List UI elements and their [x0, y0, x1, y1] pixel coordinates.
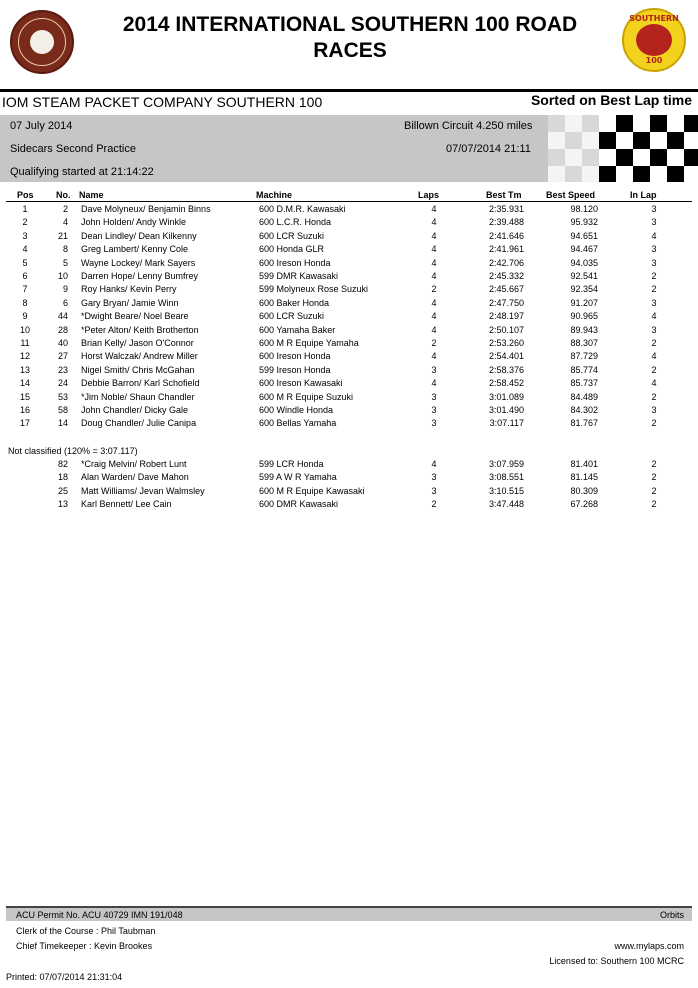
cell-pos: 9 [22, 311, 28, 322]
event-name: IOM STEAM PACKET COMPANY SOUTHERN 100 [2, 94, 323, 110]
cell-pos: 2 [22, 217, 28, 228]
cell-name: *Jim Noble/ Shaun Chandler [81, 391, 195, 402]
cell-best-speed: 84.302 [570, 405, 598, 415]
cell-best-speed: 95.932 [570, 217, 598, 228]
cell-laps: 4 [431, 271, 437, 281]
cell-machine: 600 Yamaha Baker [259, 324, 336, 335]
checker-square [667, 149, 684, 166]
checker-square [548, 132, 565, 149]
cell-machine: 600 Ireson Kawasaki [259, 378, 343, 389]
cell-machine: 600 Ireson Honda [259, 257, 331, 268]
cell-name: John Holden/ Andy Winkle [81, 217, 187, 228]
session-date: 07 July 2014 [10, 120, 73, 132]
checker-square [616, 166, 633, 182]
checker-square [582, 115, 599, 132]
cell-best-tm: 2:58.376 [488, 364, 524, 375]
cell-in-lap: 3 [651, 405, 657, 415]
cell-name: Dean Lindley/ Dean Kilkenny [81, 230, 197, 241]
cell-laps: 2 [431, 284, 437, 295]
cell-best-tm: 2:35.931 [488, 204, 524, 214]
cell-pos: 6 [22, 271, 28, 281]
checker-square [548, 149, 565, 166]
table-row [0, 325, 698, 338]
three-legs-emblem-icon [636, 24, 672, 56]
table-row [0, 418, 698, 431]
cell-pos: 12 [19, 351, 30, 362]
cell-no: 10 [57, 271, 68, 281]
cell-laps: 4 [431, 297, 437, 308]
cell-in-lap: 2 [651, 364, 657, 375]
cell-best-speed: 91.207 [570, 297, 598, 308]
cell-laps: 4 [431, 459, 437, 469]
cell-pos: 14 [19, 378, 30, 389]
cell-laps: 4 [431, 378, 437, 389]
cell-best-tm: 3:07.117 [489, 418, 524, 429]
cell-best-speed: 81.401 [570, 459, 598, 469]
cell-machine: 600 DMR Kawasaki [259, 499, 339, 510]
southern-100-logo [622, 8, 686, 72]
checker-square [684, 132, 698, 149]
cell-machine: 600 Ireson Honda [259, 351, 331, 362]
cell-name: Nigel Smith/ Chris McGahan [81, 364, 195, 375]
table-row [0, 231, 698, 244]
cell-no: 58 [57, 405, 68, 415]
cell-no: 40 [57, 338, 68, 348]
cell-in-lap: 4 [651, 378, 657, 389]
checker-square [599, 115, 616, 132]
cell-laps: 3 [431, 485, 437, 496]
cell-best-speed: 94.035 [570, 257, 598, 268]
cell-no: 4 [62, 217, 68, 228]
cell-laps: 4 [431, 244, 437, 255]
checker-square [582, 132, 599, 149]
cell-in-lap: 3 [651, 297, 657, 308]
cell-best-tm: 3:10.515 [488, 485, 524, 496]
checker-square [548, 115, 565, 132]
checker-square [582, 166, 599, 182]
cell-pos: 1 [22, 204, 28, 214]
cell-laps: 3 [431, 364, 437, 375]
cell-name: *Dwight Beare/ Noel Beare [81, 311, 189, 322]
cell-best-tm: 2:48.197 [488, 311, 524, 322]
page-title: 2014 INTERNATIONAL SOUTHERN 100 ROAD RACES [122, 13, 578, 62]
cell-pos: 5 [22, 257, 28, 268]
cell-no: 13 [57, 499, 68, 510]
cell-no: 44 [57, 311, 68, 322]
cell-best-tm: 2:50.107 [488, 324, 524, 335]
cell-best-tm: 3:07.959 [488, 459, 524, 469]
cell-best-speed: 94.651 [570, 230, 598, 241]
cell-name: Gary Bryan/ Jamie Winn [81, 297, 179, 308]
logo-right-top-text: SOUTHERN [629, 14, 679, 23]
table-row [0, 472, 698, 485]
col-header-best-tm: Best Tm [486, 190, 522, 200]
table-row [0, 378, 698, 391]
cell-machine: 599 Molyneux Rose Suzuki [259, 284, 369, 295]
col-header-laps: Laps [418, 190, 440, 200]
cell-laps: 2 [431, 499, 437, 510]
cell-best-speed: 84.489 [570, 391, 598, 402]
cell-best-tm: 2:54.401 [488, 351, 524, 362]
checker-square [667, 115, 684, 132]
cell-machine: 600 M R Equipe Kawasaki [259, 485, 365, 496]
cell-laps: 4 [431, 324, 437, 335]
table-row [0, 217, 698, 230]
cell-best-speed: 90.965 [570, 311, 598, 322]
cell-machine: 600 Honda GLR [259, 244, 325, 255]
cell-best-tm: 3:47.448 [488, 499, 524, 510]
checker-square [565, 149, 582, 166]
cell-laps: 4 [431, 230, 437, 241]
checker-square [684, 115, 698, 132]
cell-machine: 600 M R Equipe Suzuki [259, 391, 354, 402]
checker-square [599, 166, 616, 182]
table-row [0, 351, 698, 364]
cell-machine: 600 L.C.R. Honda [259, 217, 332, 228]
cell-machine: 599 Ireson Honda [259, 364, 331, 375]
col-header-pos: Pos [17, 190, 34, 200]
checker-square [565, 132, 582, 149]
cell-in-lap: 2 [651, 284, 657, 295]
cell-in-lap: 4 [651, 230, 657, 241]
cell-no: 25 [57, 485, 68, 496]
col-header-no: No. [56, 190, 71, 200]
website-link[interactable]: www.mylaps.com [614, 941, 684, 951]
cell-laps: 3 [431, 472, 437, 483]
cell-laps: 4 [431, 311, 437, 322]
col-header-best-speed: Best Speed [546, 190, 596, 200]
checker-square [616, 132, 633, 149]
col-header-name: Name [79, 190, 104, 200]
checker-square [616, 149, 633, 166]
cell-name: Brian Kelly/ Jason O'Connor [81, 338, 194, 348]
cell-machine: 600 D.M.R. Kawasaki [259, 204, 346, 214]
cell-in-lap: 2 [651, 391, 657, 402]
cell-machine: 600 Windle Honda [259, 405, 334, 415]
table-row [0, 244, 698, 257]
cell-best-speed: 89.943 [570, 324, 598, 335]
cell-machine: 600 M R Equipe Yamaha [259, 338, 359, 348]
checker-square [599, 149, 616, 166]
checkered-flag-icon [548, 115, 698, 182]
cell-in-lap: 3 [651, 204, 657, 214]
cell-no: 5 [62, 257, 68, 268]
logo-right-bottom-text: 100 [645, 56, 663, 65]
cell-machine: 599 A W R Yamaha [259, 472, 337, 483]
cell-pos: 3 [22, 230, 28, 241]
checker-square [684, 149, 698, 166]
checker-square [650, 149, 667, 166]
cell-best-tm: 2:53.260 [488, 338, 524, 348]
cell-in-lap: 2 [651, 418, 657, 429]
cell-pos: 13 [19, 364, 30, 375]
cell-in-lap: 3 [651, 257, 657, 268]
not-classified-label: Not classified (120% = 3:07.117) [8, 446, 138, 456]
cell-name: John Chandler/ Dicky Gale [81, 405, 189, 415]
cell-laps: 4 [431, 351, 437, 362]
cell-no: 2 [62, 204, 68, 214]
session-name: Sidecars Second Practice [10, 143, 136, 155]
cell-best-tm: 2:39.488 [488, 217, 524, 228]
cell-no: 14 [57, 418, 68, 429]
table-row [0, 486, 698, 499]
table-row [0, 258, 698, 271]
cell-no: 27 [57, 351, 68, 362]
table-row [0, 338, 698, 351]
checker-square [582, 149, 599, 166]
cell-in-lap: 3 [651, 217, 657, 228]
three-legs-emblem-icon [30, 30, 54, 54]
cell-best-tm: 3:01.490 [488, 405, 524, 415]
table-row [0, 459, 698, 472]
cell-laps: 4 [431, 217, 437, 228]
cell-best-speed: 67.268 [570, 499, 598, 510]
cell-laps: 4 [431, 257, 437, 268]
cell-no: 23 [57, 364, 68, 375]
cell-in-lap: 3 [651, 324, 657, 335]
cell-name: Alan Warden/ Dave Mahon [81, 472, 189, 483]
cell-no: 21 [57, 230, 68, 241]
cell-laps: 3 [431, 418, 437, 429]
cell-no: 28 [57, 324, 68, 335]
table-row [0, 204, 698, 217]
table-row [0, 298, 698, 311]
table-header-rule [6, 201, 692, 202]
printed-timestamp: Printed: 07/07/2014 21:31:04 [6, 972, 123, 982]
cell-best-speed: 92.541 [570, 271, 598, 281]
checker-square [633, 132, 650, 149]
cell-best-tm: 2:58.452 [488, 378, 524, 389]
cell-in-lap: 2 [651, 499, 657, 510]
cell-best-tm: 3:08.551 [488, 472, 524, 483]
table-row [0, 271, 698, 284]
checker-square [650, 166, 667, 182]
table-row [0, 311, 698, 324]
cell-best-tm: 2:45.332 [488, 271, 524, 281]
checker-square [616, 115, 633, 132]
cell-best-speed: 88.307 [570, 338, 598, 348]
cell-no: 8 [62, 244, 68, 255]
cell-name: Horst Walczak/ Andrew Miller [81, 351, 198, 362]
cell-pos: 10 [19, 324, 30, 335]
clerk-of-course: Clerk of the Course : Phil Taubman [16, 926, 156, 936]
cell-best-speed: 80.309 [570, 485, 598, 496]
sort-label: Sorted on Best Lap time [530, 92, 692, 108]
cell-machine: 600 Baker Honda [259, 297, 330, 308]
cell-name: Debbie Barron/ Karl Schofield [81, 378, 200, 389]
cell-in-lap: 2 [651, 459, 657, 469]
cell-machine: 600 Bellas Yamaha [259, 418, 337, 429]
col-header-in-lap: In Lap [630, 190, 657, 200]
cell-pos: 8 [22, 297, 28, 308]
chief-timekeeper: Chief Timekeeper : Kevin Brookes [16, 941, 153, 951]
cell-laps: 2 [431, 338, 437, 348]
cell-best-tm: 3:01.089 [488, 391, 524, 402]
steam-packet-logo [10, 10, 74, 74]
checker-square [548, 166, 565, 182]
table-row [0, 499, 698, 512]
checker-square [684, 166, 698, 182]
table-row [0, 405, 698, 418]
checker-square [599, 132, 616, 149]
cell-best-speed: 81.145 [570, 472, 598, 483]
cell-in-lap: 4 [651, 351, 657, 362]
cell-laps: 3 [431, 405, 437, 415]
licensed-to: Licensed to: Southern 100 MCRC [549, 956, 684, 966]
cell-laps: 4 [431, 204, 437, 214]
cell-name: Doug Chandler/ Julie Canipa [81, 418, 197, 429]
cell-in-lap: 3 [651, 244, 657, 255]
cell-name: *Craig Melvin/ Robert Lunt [81, 459, 187, 469]
table-row [0, 284, 698, 297]
cell-best-tm: 2:41.961 [488, 244, 524, 255]
cell-in-lap: 2 [651, 338, 657, 348]
col-header-machine: Machine [256, 190, 293, 200]
checker-square [650, 132, 667, 149]
cell-in-lap: 2 [651, 485, 657, 496]
cell-in-lap: 2 [651, 472, 657, 483]
checker-square [667, 132, 684, 149]
checker-square [633, 166, 650, 182]
cell-no: 18 [57, 472, 68, 483]
cell-best-speed: 92.354 [570, 284, 598, 295]
cell-name: Karl Bennett/ Lee Cain [81, 499, 172, 510]
cell-pos: 11 [20, 338, 30, 348]
cell-best-tm: 2:42.706 [488, 257, 524, 268]
cell-no: 53 [57, 391, 68, 402]
cell-no: 24 [57, 378, 68, 389]
cell-best-speed: 98.120 [570, 204, 598, 214]
cell-laps: 3 [431, 391, 437, 402]
cell-best-speed: 94.467 [570, 244, 598, 255]
cell-pos: 17 [19, 418, 30, 429]
checker-square [633, 149, 650, 166]
checker-square [650, 115, 667, 132]
cell-machine: 599 DMR Kawasaki [259, 271, 339, 281]
circuit-info: Billown Circuit 4.250 miles [404, 120, 533, 132]
cell-name: Roy Hanks/ Kevin Perry [81, 284, 177, 295]
cell-machine: 600 LCR Suzuki [259, 311, 325, 322]
cell-pos: 16 [19, 405, 30, 415]
cell-in-lap: 2 [651, 271, 657, 281]
cell-no: 6 [62, 297, 68, 308]
cell-best-tm: 2:47.750 [488, 297, 524, 308]
cell-in-lap: 4 [651, 311, 657, 322]
cell-name: Darren Hope/ Lenny Bumfrey [81, 271, 199, 281]
cell-best-speed: 81.767 [570, 418, 598, 429]
cell-no: 9 [62, 284, 68, 295]
cell-best-tm: 2:41.646 [488, 230, 524, 241]
checker-square [565, 115, 582, 132]
session-timestamp: 07/07/2014 21:11 [446, 143, 531, 155]
cell-name: Matt Williams/ Jevan Walmsley [81, 485, 205, 496]
table-row [0, 392, 698, 405]
cell-best-speed: 87.729 [570, 351, 598, 362]
cell-name: Dave Molyneux/ Benjamin Binns [81, 204, 211, 214]
cell-name: Wayne Lockey/ Mark Sayers [81, 257, 196, 268]
cell-best-speed: 85.737 [570, 378, 598, 389]
qualifying-start: Qualifying started at 21:14:22 [10, 166, 154, 178]
checker-square [633, 115, 650, 132]
cell-pos: 7 [22, 284, 28, 295]
cell-pos: 15 [19, 391, 30, 402]
cell-best-speed: 85.774 [570, 364, 598, 375]
checker-square [667, 166, 684, 182]
cell-name: *Peter Alton/ Keith Brotherton [81, 324, 199, 335]
cell-machine: 599 LCR Honda [259, 459, 324, 469]
orbits-label: Orbits [659, 910, 684, 920]
cell-machine: 600 LCR Suzuki [259, 230, 325, 241]
table-row [0, 365, 698, 378]
cell-no: 82 [57, 459, 68, 469]
cell-name: Greg Lambert/ Kenny Cole [81, 244, 189, 255]
cell-best-tm: 2:45.667 [488, 284, 524, 295]
permit-info: ACU Permit No. ACU 40729 IMN 191/048 [16, 910, 183, 920]
cell-pos: 4 [22, 244, 28, 255]
checker-square [565, 166, 582, 182]
